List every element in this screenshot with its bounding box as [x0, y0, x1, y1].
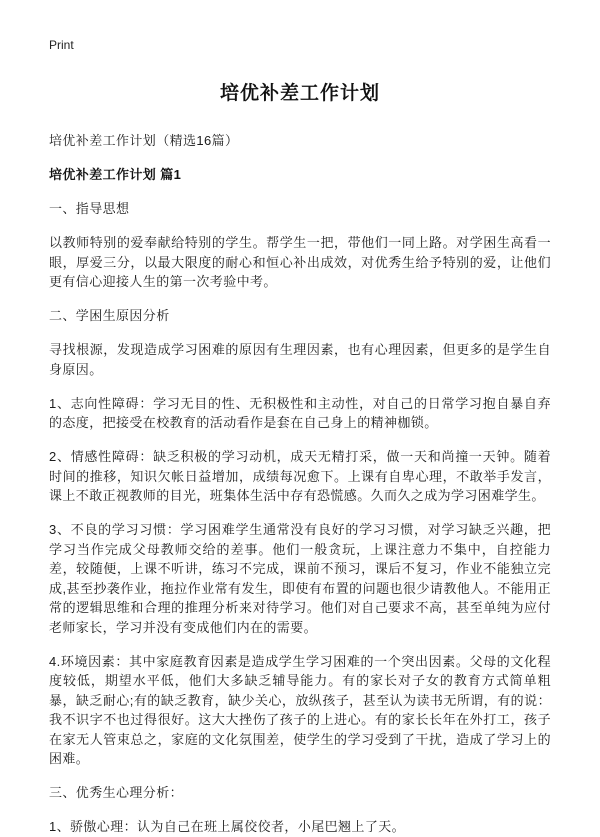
- print-button[interactable]: Print: [49, 38, 74, 52]
- paragraph: 1、骄傲心理：认为自己在班上属佼佼者，小尾巴翘上了天。: [49, 819, 406, 834]
- section-heading: 培优补差工作计划 篇1: [49, 167, 182, 182]
- paragraph: 1、志向性障碍：学习无目的性、无积极性和主动性，对自己的日常学习抱自暴自弃的态度，把接受在校教育的活动看作是套在自己身上的精神枷锁。: [49, 395, 551, 430]
- subheading-top-student-analysis: 三、优秀生心理分析：: [49, 785, 184, 800]
- paragraph: 3、不良的学习习惯：学习困难学生通常没有良好的学习习惯，对学习缺乏兴趣，把学习当作完成父母教师交给的差事。他们一般贪玩，上课注意力不集中，自控能力差，较随便，上课不听讲，练习不完成，课前不预习，课后不复习，作业不能独立完成,甚至抄袭作业，拖拉作业常有发生，即使有布置的问题也很少请教他人。不能用正常的逻辑思维和合理的推理分析来对待学习。他们对自己要求不高，甚至单纯为应付老师家长，学习并没有变成他们内在的需要。: [49, 522, 551, 635]
- paragraph: 2、情感性障碍：缺乏积极的学习动机，成天无精打采，做一天和尚撞一天钟。随着时间的推移，知识欠帐日益增加，成绩每况愈下。上课有自卑心理，不敢举手发言，课上不敢正视教师的目光，班集体生活中存有恐慌感。久而久之成为学习困难学生。: [49, 449, 551, 503]
- subheading-cause-analysis: 二、学困生原因分析: [49, 308, 170, 323]
- document-title: 培优补差工作计划: [219, 83, 380, 104]
- document-subtitle: 培优补差工作计划（精选16篇）: [49, 133, 239, 148]
- paragraph: 以教师特别的爱奉献给特别的学生。帮学生一把，带他们一同上路。对学困生高看一眼，厚爱三分，以最大限度的耐心和恒心补出成效，对优秀生给予特别的爱，让他们更有信心迎接人生的第一次考验中考。: [49, 235, 551, 289]
- subheading-guiding-ideology: 一、指导思想: [49, 201, 130, 216]
- paragraph: 寻找根源，发现造成学习困难的原因有生理因素，也有心理因素，但更多的是学生自身原因。: [49, 342, 551, 377]
- paragraph: 4.环境因素：其中家庭教育因素是造成学生学习困难的一个突出因素。父母的文化程度较低，期望水平低，他们大多缺乏辅导能力。有的家长对子女的教育方式简单粗暴，缺乏耐心;有的缺乏教育，缺少关心，放纵孩子，甚至认为读书无所谓，有的说：我不识字不也过得很好。这大大挫伤了孩子的上进心。有的家长长年在外打工，孩子在家无人管束总之，家庭的文化氛围差，使学生的学习受到了干扰，造成了学习上的困难。: [49, 653, 551, 766]
